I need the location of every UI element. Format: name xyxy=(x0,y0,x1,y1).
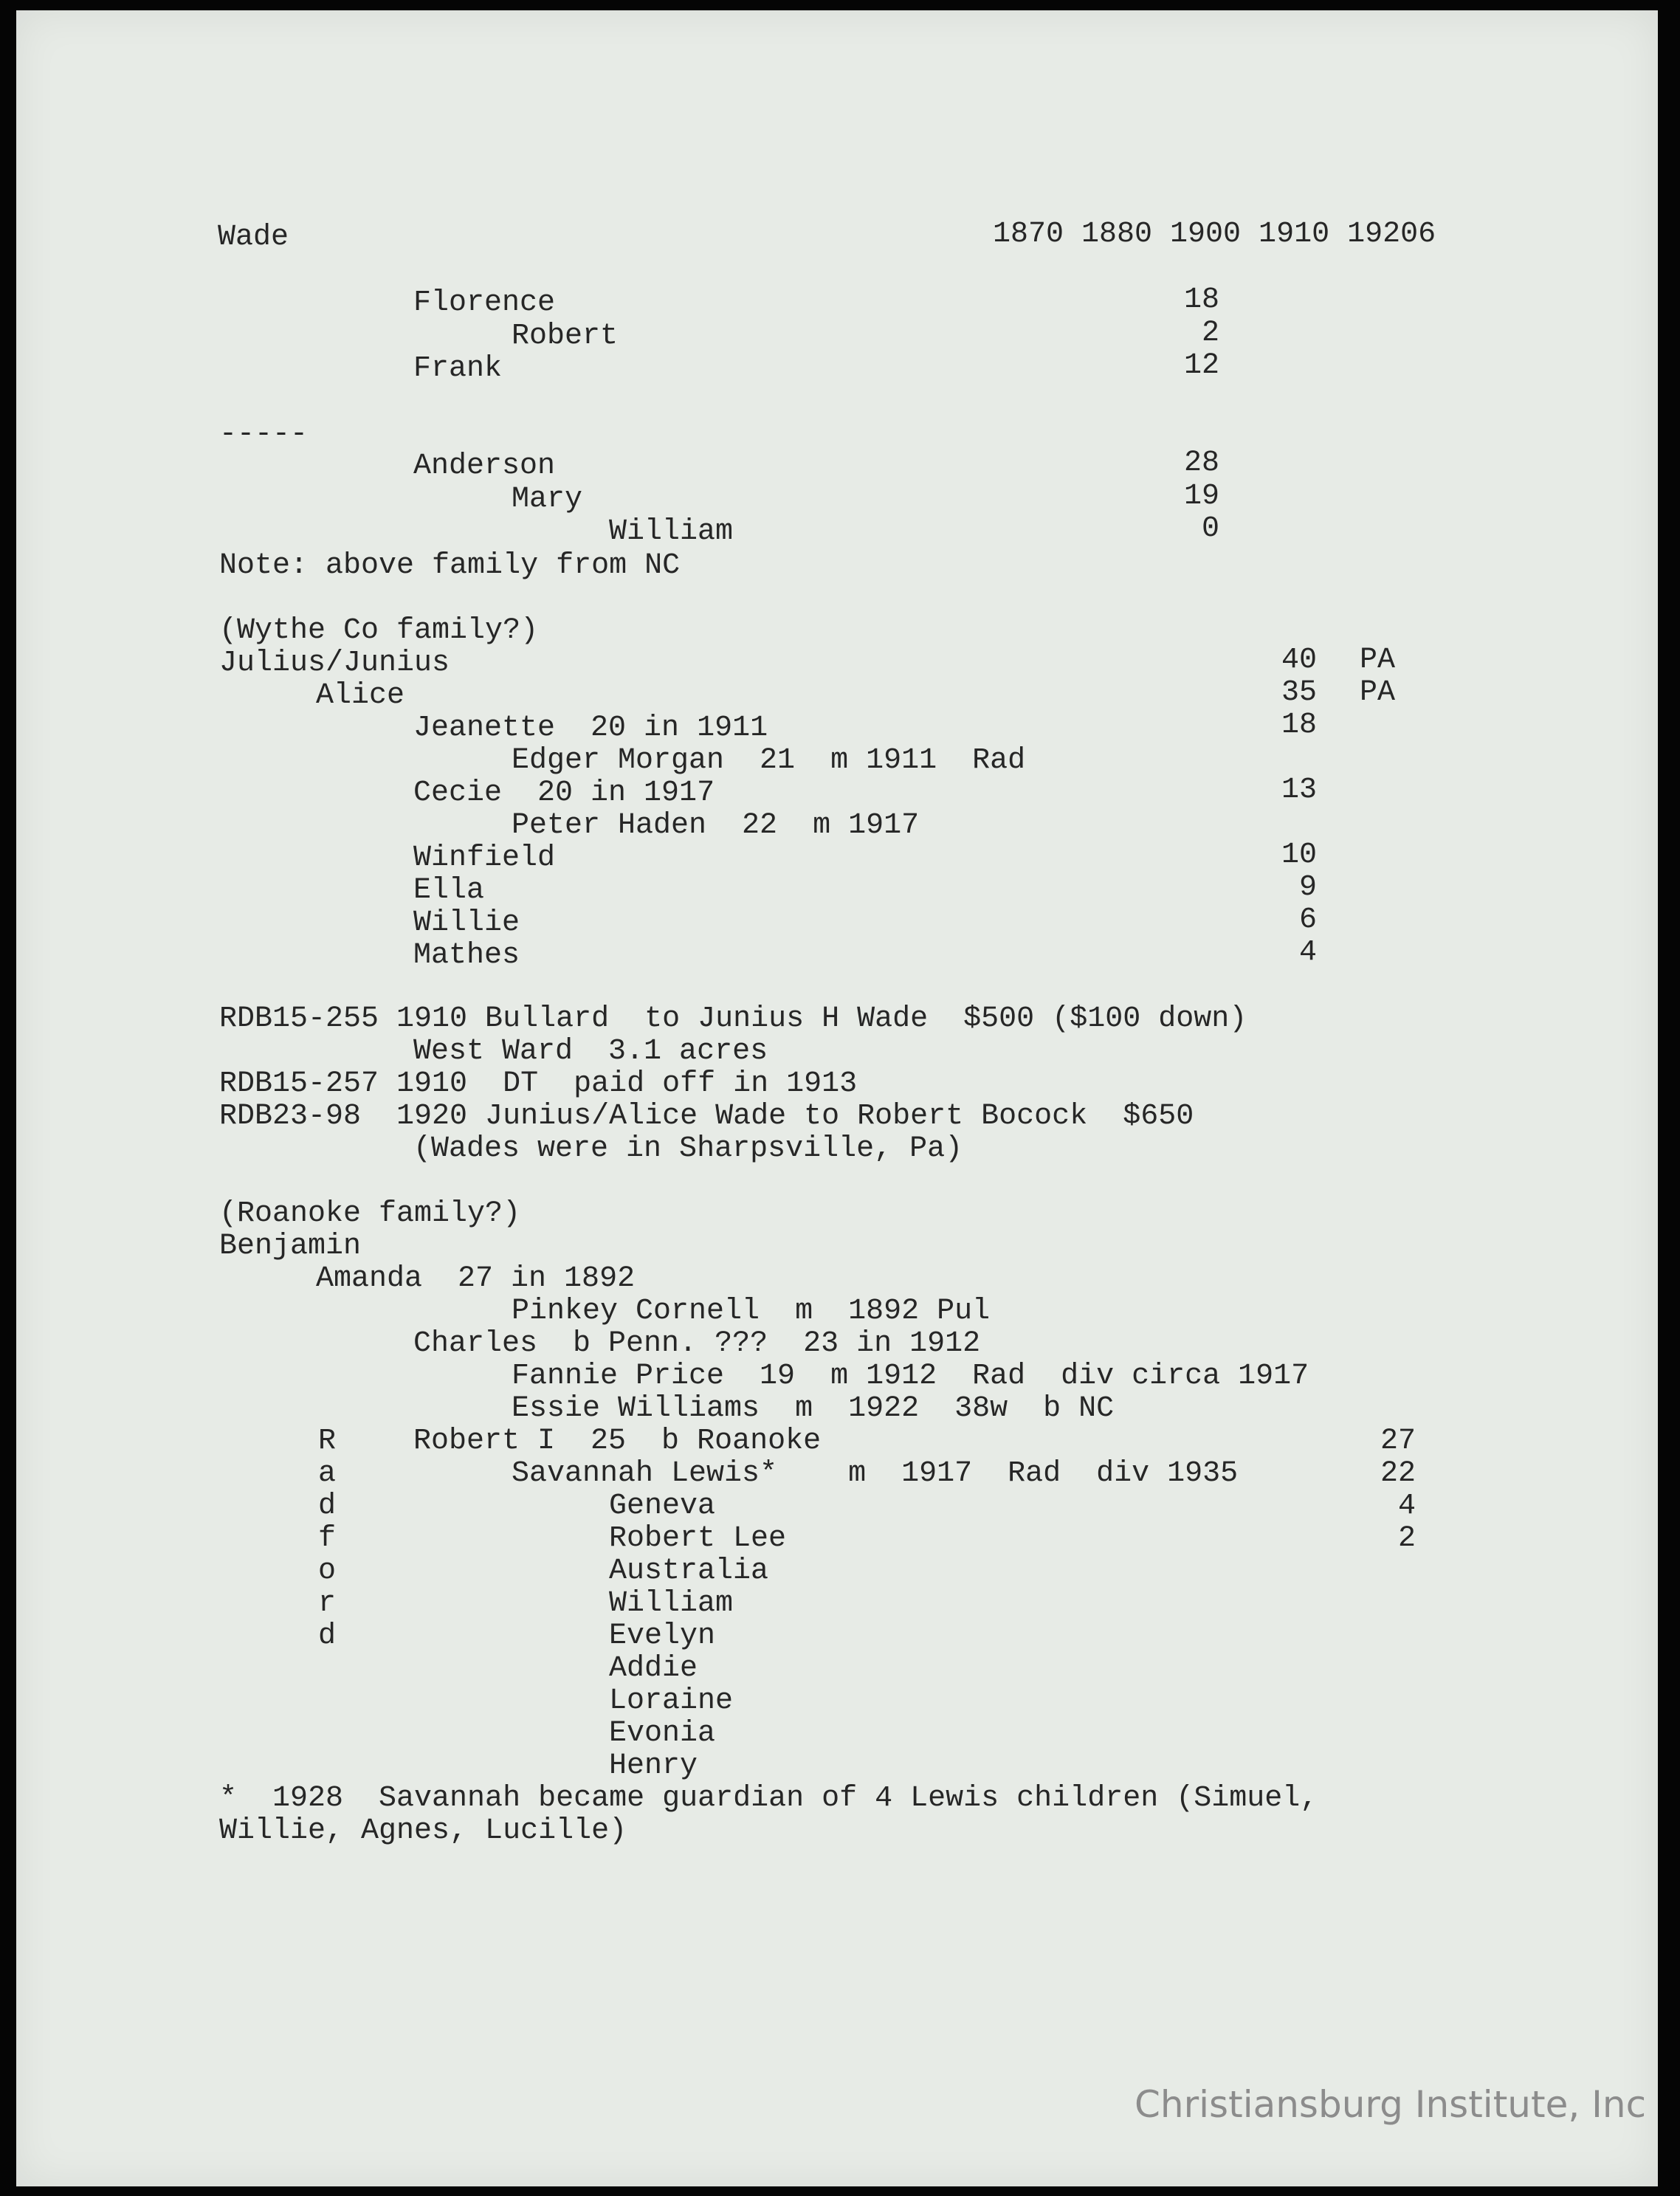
person-age: 2 xyxy=(1202,317,1220,350)
person-name: William xyxy=(609,515,734,548)
person-age: 4 xyxy=(1398,1490,1416,1523)
deed-record: RDB15-255 1910 Bullard to Junius H Wade $500 ($100 down) xyxy=(219,1002,1247,1036)
person-name: Peter Haden 22 m 1917 xyxy=(512,809,920,842)
person-name: Anderson xyxy=(413,450,556,483)
person-state: PA xyxy=(1360,644,1396,677)
person-name: Fannie Price 19 m 1912 Rad div circa 1917 xyxy=(512,1360,1309,1393)
person-name: Robert I 25 b Roanoke xyxy=(413,1425,822,1458)
person-age: 6 xyxy=(1299,903,1318,937)
deed-record: RDB23-98 1920 Junius/Alice Wade to Robert Bocock $650 xyxy=(219,1100,1194,1133)
document-page xyxy=(16,10,1658,2186)
person-name: Florence xyxy=(413,286,556,320)
person-age: 9 xyxy=(1299,871,1318,904)
person-name: Robert xyxy=(512,320,619,353)
person-name: Addie xyxy=(609,1652,698,1685)
person-age: 13 xyxy=(1281,774,1318,807)
person-name: Savannah Lewis* m 1917 Rad div 1935 xyxy=(512,1457,1239,1490)
person-age: 18 xyxy=(1184,283,1220,317)
person-name: Jeanette 20 in 1911 xyxy=(413,712,768,745)
person-name: Frank xyxy=(413,352,503,385)
radford-vertical-letter: a xyxy=(317,1457,336,1490)
person-age: 0 xyxy=(1202,512,1220,545)
watermark: Christiansburg Institute, Inc xyxy=(1135,2083,1647,2126)
person-age: 10 xyxy=(1281,839,1318,872)
person-name: Willie xyxy=(413,906,520,940)
person-age: 12 xyxy=(1184,349,1220,382)
footnote: * 1928 Savannah became guardian of 4 Lewis children (Simuel, xyxy=(219,1782,1318,1815)
person-age: 4 xyxy=(1299,936,1318,969)
separator: ----- xyxy=(219,418,309,451)
person-name: Australia xyxy=(609,1555,769,1588)
person-age: 22 xyxy=(1380,1457,1416,1490)
person-name: Mathes xyxy=(413,939,520,972)
footnote: Willie, Agnes, Lucille) xyxy=(219,1814,627,1848)
census-years-header: 1870 1880 1900 1910 19206 xyxy=(993,218,1436,251)
family-heading: (Wythe Co family?) xyxy=(219,614,539,647)
person-age: 27 xyxy=(1380,1425,1416,1458)
deed-record: (Wades were in Sharpsville, Pa) xyxy=(413,1132,963,1166)
person-age: 40 xyxy=(1281,644,1318,677)
person-name: Edger Morgan 21 m 1911 Rad xyxy=(512,744,1026,777)
person-name: Essie Williams m 1922 38w b NC xyxy=(512,1392,1115,1425)
radford-vertical-letter: r xyxy=(317,1587,336,1620)
radford-vertical-letter: R xyxy=(317,1425,336,1458)
person-age: 35 xyxy=(1281,676,1318,709)
person-name: William xyxy=(609,1587,734,1620)
person-name: Winfield xyxy=(413,841,556,875)
deed-record: West Ward 3.1 acres xyxy=(413,1035,768,1068)
person-state: PA xyxy=(1360,676,1396,709)
person-name: Alice xyxy=(316,679,405,712)
radford-vertical-letter: o xyxy=(317,1555,336,1588)
person-name: Cecie 20 in 1917 xyxy=(413,777,715,810)
person-name: Mary xyxy=(512,483,583,516)
person-name: Ella xyxy=(413,874,485,907)
person-name: Henry xyxy=(609,1749,698,1783)
person-name: Loraine xyxy=(609,1684,734,1718)
person-name: Amanda 27 in 1892 xyxy=(316,1262,636,1295)
person-age: 28 xyxy=(1184,447,1220,480)
person-name: Julius/Junius xyxy=(219,647,450,680)
person-age: 19 xyxy=(1184,480,1220,513)
person-name: Geneva xyxy=(609,1490,716,1523)
radford-vertical-letter: d xyxy=(317,1490,336,1523)
note-text: Note: above family from NC xyxy=(219,549,681,582)
person-name: Charles b Penn. ??? 23 in 1912 xyxy=(413,1327,981,1360)
radford-vertical-letter: f xyxy=(317,1522,336,1555)
person-name: Evelyn xyxy=(609,1620,716,1653)
person-name: Evonia xyxy=(609,1717,716,1750)
family-heading: (Roanoke family?) xyxy=(219,1197,521,1230)
person-name: Pinkey Cornell m 1892 Pul xyxy=(512,1295,991,1328)
radford-vertical-letter: d xyxy=(317,1620,336,1653)
person-name: Benjamin xyxy=(219,1230,362,1263)
surname-heading: Wade xyxy=(218,221,289,254)
person-age: 18 xyxy=(1281,709,1318,742)
deed-record: RDB15-257 1910 DT paid off in 1913 xyxy=(219,1067,858,1101)
person-name: Robert Lee xyxy=(609,1522,787,1555)
person-age: 2 xyxy=(1398,1522,1416,1555)
